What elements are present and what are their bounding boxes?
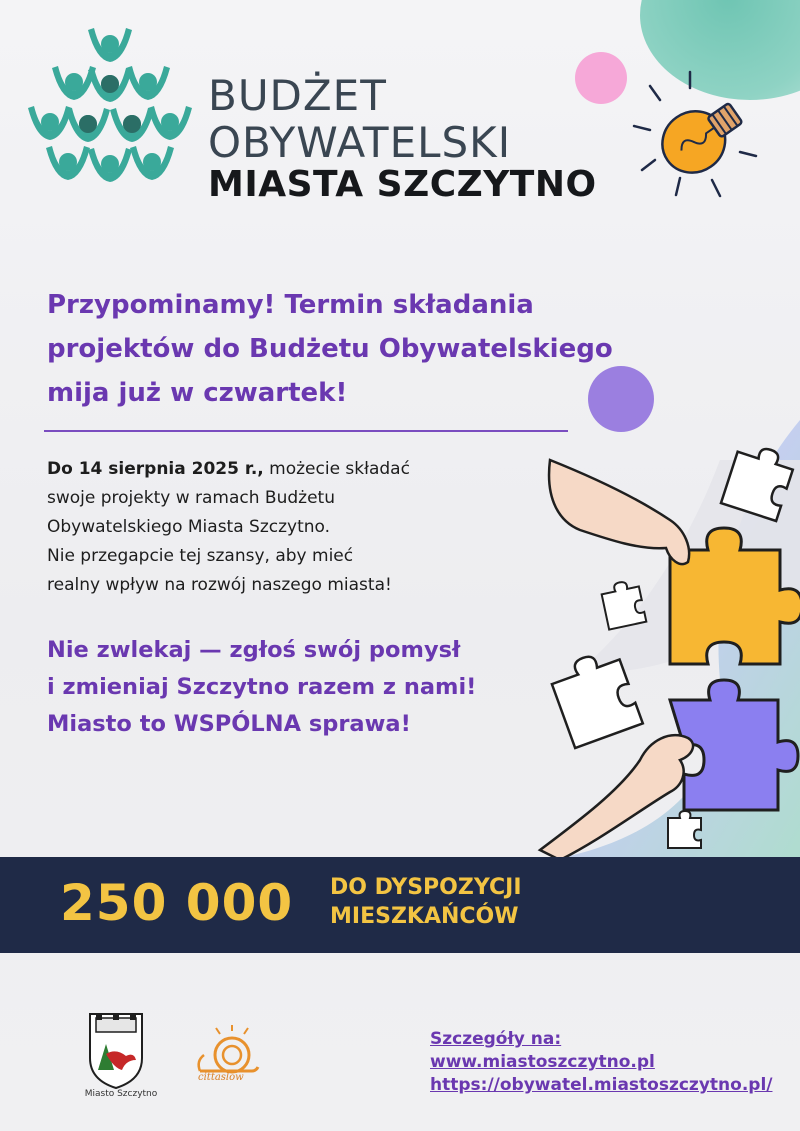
- headline-line: Przypominamy! Termin składania: [47, 290, 534, 320]
- puzzle-hands-illustration: [520, 420, 800, 860]
- caption-line: DO DYSPOZYCJI: [330, 875, 522, 900]
- cta-line: i zmieniaj Szczytno razem z nami!: [47, 674, 477, 700]
- body-line: Obywatelskiego Miasta Szczytno.: [47, 517, 331, 537]
- cta-line: Nie zwlekaj — zgłoś swój pomysł: [47, 637, 461, 663]
- citizens-logo-icon: [28, 22, 193, 207]
- budget-amount: 250 000: [60, 874, 294, 932]
- deadline-date: Do 14 sierpnia 2025 r.,: [47, 459, 264, 479]
- cta-line: Miasto to WSPÓLNA sprawa!: [47, 711, 411, 737]
- title-miasta-szczytno: MIASTA SZCZYTNO: [208, 164, 597, 205]
- website-link[interactable]: www.miastoszczytno.pl: [430, 1052, 655, 1072]
- szczytno-coat-of-arms-icon: [84, 1010, 148, 1090]
- body-line-rest: możecie składać: [263, 459, 410, 479]
- headline-line: projektów do Budżetu Obywatelskiego: [47, 334, 613, 364]
- title-budzet: BUDŻET: [208, 71, 387, 120]
- call-to-action: [47, 632, 567, 743]
- headline-line: mija już w czwartek!: [47, 378, 348, 408]
- body-line: Nie przegapcie tej szansy, aby mieć: [47, 546, 354, 566]
- caption-line: MIESZKAŃCÓW: [330, 904, 519, 929]
- cittaslow-label: cittaslow: [198, 1072, 244, 1083]
- title-obywatelski: OBYWATELSKI: [208, 118, 512, 167]
- budget-caption: [330, 873, 522, 931]
- body-line: [47, 455, 547, 484]
- body-line: realny wpływ na rozwój naszego miasta!: [47, 575, 392, 595]
- divider-line: [44, 430, 568, 432]
- details-links: [430, 1028, 772, 1097]
- crest-label: Miasto Szczytno: [84, 1089, 158, 1099]
- body-paragraph: [47, 455, 547, 600]
- obywatel-website-link[interactable]: https://obywatel.miastoszczytno.pl/: [430, 1075, 773, 1095]
- body-line: swoje projekty w ramach Budżetu: [47, 488, 335, 508]
- details-label: Szczegóły na:: [430, 1029, 562, 1049]
- light-bulb-icon: [620, 60, 770, 210]
